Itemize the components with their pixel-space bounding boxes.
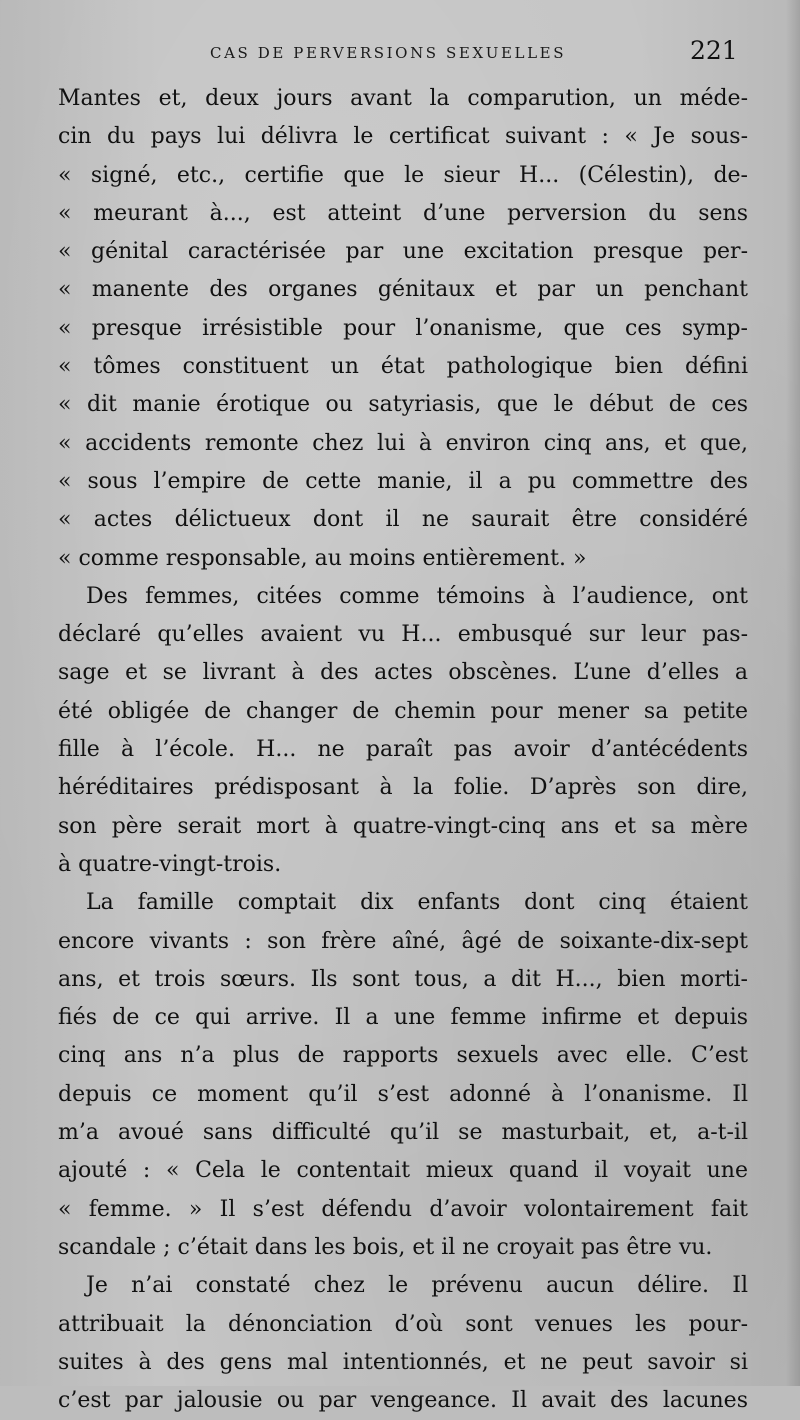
text-line: « femme. » Il s’est défendu d’avoir volontairement fait — [58, 1196, 748, 1222]
text-line: depuis ce moment qu’il s’est adonné à l’onanisme. Il — [58, 1081, 748, 1107]
text-line: « sous l’empire de cette manie, il a pu commettre des — [58, 468, 748, 494]
text-line: fiés de ce qui arrive. Il a une femme infirme et depuis — [58, 1005, 748, 1031]
running-head: CAS DE PERVERSIONS SEXUELLES — [210, 44, 567, 62]
text-line: ans, et trois sœurs. Ils sont tous, a dit H..., bien morti- — [58, 966, 748, 992]
text-line: scandale ; c’était dans les bois, et il ne croyait pas être vu. — [58, 1234, 713, 1260]
text-line: héréditaires prédisposant à la folie. D’après son dire, — [58, 775, 748, 801]
text-line: cin du pays lui délivra le certificat suivant : « Je sous- — [58, 124, 748, 150]
text-line: « tômes constituent un état pathologique bien défini — [58, 354, 748, 380]
text-line: « génital caractérisée par une excitation presque per- — [58, 239, 748, 265]
text-line: « actes délictueux dont il ne saurait être considéré — [58, 507, 748, 533]
text-line: déclaré qu’elles avaient vu H... embusqué sur leur pas- — [58, 622, 748, 648]
text-line: fille à l’école. H... ne paraît pas avoir d’antécédents — [58, 737, 748, 763]
paragraph-start: Je n’ai constaté chez le prévenu aucun délire. Il — [86, 1273, 748, 1299]
text-line: « dit manie érotique ou satyriasis, que le début de ces — [58, 392, 748, 418]
body-text — [58, 80, 748, 1420]
text-line: Mantes et, deux jours avant la comparution, un méde- — [58, 86, 748, 111]
text-line: « manente des organes génitaux et par un penchant — [58, 277, 748, 303]
text-line: attribuait la dénonciation d’où sont venues les pour- — [58, 1311, 748, 1337]
text-line: ajouté : « Cela le contentait mieux quand il voyait une — [58, 1158, 748, 1184]
text-line: c’est par jalousie ou par vengeance. Il avait des lacunes — [58, 1388, 748, 1414]
text-line: « accidents remonte chez lui à environ cinq ans, et que, — [58, 430, 748, 456]
paragraph-start: Des femmes, citées comme témoins à l’audience, ont — [86, 583, 748, 609]
text-line: « meurant à..., est atteint d’une perversion du sens — [58, 200, 748, 226]
text-line: été obligée de changer de chemin pour mener sa petite — [58, 698, 748, 724]
text-line: encore vivants : son frère aîné, âgé de soixante-dix-sept — [58, 928, 748, 954]
text-line: « comme responsable, au moins entièrement. » — [58, 545, 587, 571]
text-line: « signé, etc., certifie que le sieur H... (Célestin), de- — [58, 162, 748, 188]
page-number: 221 — [690, 36, 738, 65]
text-line: cinq ans n’a plus de rapports sexuels avec elle. C’est — [58, 1043, 748, 1069]
text-line: son père serait mort à quatre-vingt-cinq ans et sa mère — [58, 813, 748, 839]
paragraph-start: La famille comptait dix enfants dont cinq étaient — [86, 890, 748, 916]
text-line: « presque irrésistible pour l’onanisme, que ces symp- — [58, 315, 748, 341]
text-line: suites à des gens mal intentionnés, et ne peut savoir si — [58, 1349, 748, 1375]
text-line: sage et se livrant à des actes obscènes. L’une d’elles a — [58, 660, 748, 686]
text-line: m’a avoué sans difficulté qu’il se masturbait, et, a-t-il — [58, 1120, 748, 1146]
text-line: à quatre-vingt-trois. — [58, 851, 282, 877]
page-edge-shadow — [786, 0, 800, 1386]
